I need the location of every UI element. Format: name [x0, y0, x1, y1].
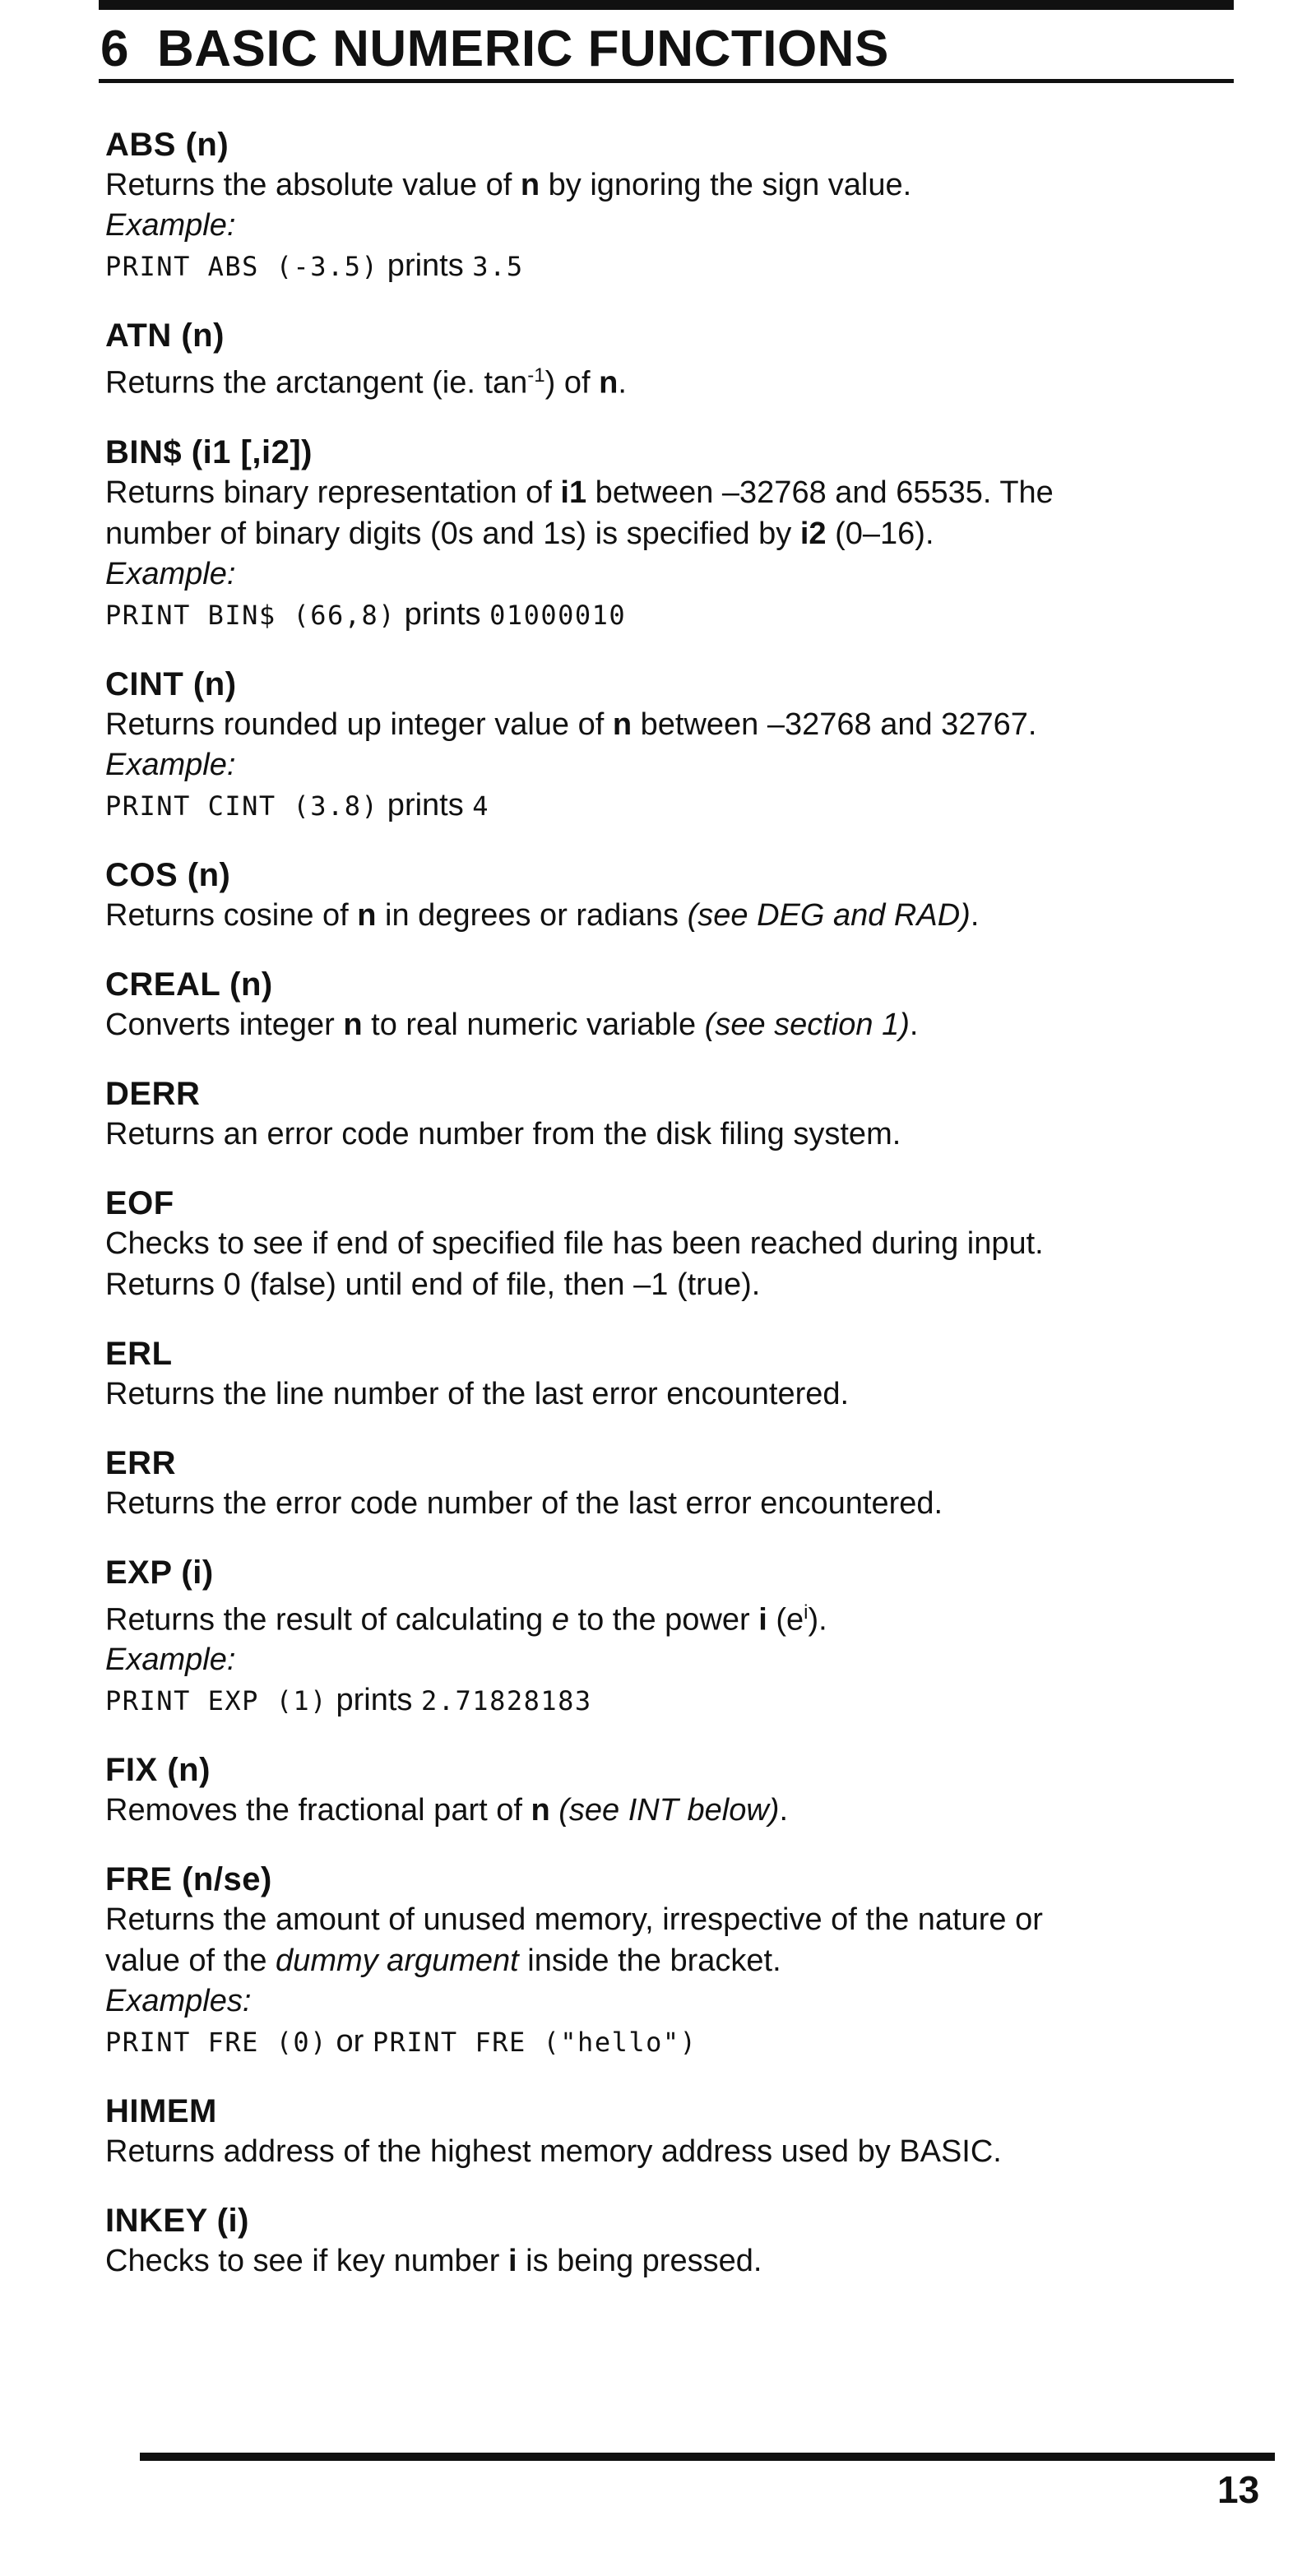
example-label: Example: [105, 556, 236, 591]
function-name: INKEY (i) [105, 2203, 249, 2240]
chapter-rule [99, 79, 1234, 83]
example-text: prints [378, 787, 473, 822]
text-segment: Converts integer [105, 1007, 344, 1042]
function-description [105, 704, 1207, 745]
text-segment: Returns the result of calculating [105, 1602, 552, 1638]
description-line [105, 1790, 1207, 1831]
top-rule [99, 0, 1234, 10]
text-segment: e [551, 1602, 569, 1638]
description-line [105, 704, 1207, 745]
example-text: or [327, 2024, 373, 2059]
function-description [105, 1592, 1207, 1641]
text-segment: n [357, 897, 377, 933]
function-description [105, 164, 1207, 206]
example-text: prints [378, 248, 473, 283]
code-snippet: PRINT FRE ("hello") [372, 2027, 697, 2059]
function-name: FRE (n/se) [105, 1861, 272, 1898]
function-name: BIN$ (i1 [,i2]) [105, 433, 313, 470]
code-snippet: PRINT FRE (0) [105, 2027, 327, 2059]
function-description [105, 1004, 1207, 1045]
code-snippet: 4 [472, 790, 490, 822]
text-segment: i1 [560, 475, 587, 510]
example-line [105, 594, 1207, 636]
text-segment: (see section 1) [704, 1007, 910, 1042]
function-entry-creal-n [105, 965, 1207, 1045]
text-segment: . [779, 1793, 789, 1828]
text-segment: number of binary digits (0s and 1s) is specified by [105, 516, 800, 551]
text-segment: Returns address of the highest memory address used by BASIC. [105, 2134, 1002, 2170]
function-name: EOF [105, 1184, 174, 1221]
example-line [105, 1679, 1207, 1721]
function-entry-himem [105, 2092, 1207, 2172]
text-segment: inside the bracket. [518, 1944, 781, 1979]
text-segment: Returns 0 (false) until end of file, then –1 (true). [105, 1267, 761, 1302]
text-segment: (see DEG and RAD) [687, 897, 971, 933]
text-segment: by ignoring the sign value. [540, 168, 912, 202]
function-description [105, 1899, 1207, 1981]
code-snippet: 2.71828183 [421, 1685, 592, 1717]
chapter-heading [100, 21, 1235, 77]
text-segment: Returns rounded up integer value of [105, 707, 613, 742]
text-segment: i [804, 1601, 809, 1624]
description-line [105, 1592, 1207, 1641]
code-snippet: PRINT BIN$ (66,8) [105, 599, 396, 631]
description-line [105, 2131, 1207, 2172]
text-segment: is being pressed. [517, 2244, 762, 2279]
text-segment: between –32768 and 32767. [632, 707, 1037, 742]
example-line [105, 245, 1207, 287]
text-segment: Returns the error code number of the last error encountered. [105, 1485, 943, 1521]
text-segment: n [599, 365, 619, 401]
description-line [105, 1483, 1207, 1524]
text-segment: . [618, 365, 627, 401]
code-snippet: PRINT ABS (-3.5) [105, 251, 379, 282]
example-label: Example: [105, 1642, 236, 1678]
description-line [105, 472, 1207, 513]
function-description [105, 2240, 1207, 2282]
text-segment: Checks to see if key number [105, 2244, 508, 2279]
text-segment: (0–16). [826, 516, 934, 551]
function-name: ATN (n) [105, 317, 225, 354]
text-segment: Checks to see if end of specified file has been reached during input. [105, 1225, 1044, 1261]
function-entry-bin-i1-i2 [105, 433, 1207, 636]
chapter-title: BASIC NUMERIC FUNCTIONS [156, 21, 889, 77]
function-name: CREAL (n) [105, 966, 273, 1003]
text-segment: Removes the fractional part of [105, 1793, 531, 1828]
example-text: prints [396, 596, 490, 632]
example-line [105, 785, 1207, 827]
text-segment: Returns the arctangent (ie. tan [105, 365, 528, 401]
description-line [105, 164, 1207, 206]
text-segment: n [612, 707, 633, 742]
function-entry-err [105, 1443, 1207, 1524]
text-segment: to real numeric variable [362, 1007, 705, 1042]
code-snippet: PRINT CINT (3.8) [105, 790, 379, 822]
text-segment: n [531, 1793, 550, 1828]
function-description [105, 1483, 1207, 1524]
function-name: ERR [105, 1444, 176, 1481]
text-segment: in degrees or radians [376, 897, 688, 933]
function-entry-exp-i [105, 1553, 1207, 1722]
text-segment: i [508, 2244, 517, 2279]
description-line [105, 1264, 1207, 1305]
text-segment: dummy argument [276, 1944, 519, 1979]
description-line [105, 1899, 1207, 1940]
function-list [105, 125, 1207, 2310]
text-segment: between –32768 and 65535. The [586, 475, 1054, 510]
bottom-rule [140, 2453, 1275, 2461]
function-entry-abs-n [105, 125, 1207, 287]
description-line [105, 1114, 1207, 1155]
example-line [105, 2021, 1207, 2063]
function-description [105, 1790, 1207, 1831]
example-label: Example: [105, 208, 236, 243]
text-segment: Returns the amount of unused memory, irrespective of the nature or [105, 1902, 1043, 1938]
text-segment: n [520, 168, 540, 202]
text-segment: Returns binary representation of [105, 475, 561, 510]
text-segment: Returns the line number of the last error encountered. [105, 1376, 850, 1411]
function-name: COS (n) [105, 856, 231, 893]
function-entry-inkey-i [105, 2201, 1207, 2282]
text-segment: ). [808, 1602, 827, 1638]
function-description [105, 1223, 1207, 1305]
function-entry-derr [105, 1074, 1207, 1155]
text-segment: ) of [544, 365, 600, 401]
text-segment: i [758, 1602, 767, 1638]
function-entry-cint-n [105, 665, 1207, 827]
code-snippet: PRINT EXP (1) [105, 1685, 327, 1717]
description-line [105, 1004, 1207, 1045]
function-entry-fre-n-se [105, 1860, 1207, 2063]
text-segment: -1 [527, 364, 545, 387]
text-segment: to the power [568, 1602, 759, 1638]
function-description [105, 472, 1207, 554]
description-line [105, 513, 1207, 554]
function-entry-atn-n [105, 316, 1207, 404]
chapter-number: 6 [100, 21, 129, 77]
function-entry-eof [105, 1184, 1207, 1305]
description-line [105, 355, 1207, 404]
text-segment [550, 1793, 559, 1828]
text-segment: i2 [799, 516, 827, 551]
text-segment: value of the [105, 1944, 276, 1979]
function-name: HIMEM [105, 2093, 217, 2130]
function-description [105, 1374, 1207, 1415]
function-description [105, 2131, 1207, 2172]
text-segment: . [970, 897, 980, 933]
function-name: ABS (n) [105, 127, 229, 163]
code-snippet: 3.5 [472, 251, 524, 282]
function-name: CINT (n) [105, 665, 237, 702]
example-label: Example: [105, 747, 236, 782]
function-description [105, 355, 1207, 404]
text-segment: Returns an error code number from the disk filing system. [105, 1116, 901, 1151]
text-segment: Returns cosine of [105, 897, 358, 933]
example-text: prints [327, 1683, 421, 1718]
function-entry-erl [105, 1334, 1207, 1415]
text-segment: Returns the absolute value of [105, 168, 521, 202]
description-line [105, 2240, 1207, 2282]
text-segment: n [343, 1007, 363, 1042]
description-line [105, 1374, 1207, 1415]
function-name: FIX (n) [105, 1752, 211, 1789]
function-entry-cos-n [105, 855, 1207, 936]
code-snippet: 01000010 [489, 599, 627, 631]
text-segment: (e [767, 1602, 804, 1638]
function-entry-fix-n [105, 1750, 1207, 1831]
page-number: 13 [1217, 2468, 1260, 2511]
text-segment: (see INT below) [558, 1793, 780, 1828]
text-segment: . [909, 1007, 919, 1042]
function-name: DERR [105, 1075, 201, 1112]
example-label: Examples: [105, 1984, 252, 2019]
description-line [105, 1223, 1207, 1264]
function-name: ERL [105, 1335, 173, 1372]
description-line [105, 895, 1207, 936]
function-description [105, 895, 1207, 936]
function-description [105, 1114, 1207, 1155]
description-line [105, 1940, 1207, 1981]
function-name: EXP (i) [105, 1554, 214, 1591]
